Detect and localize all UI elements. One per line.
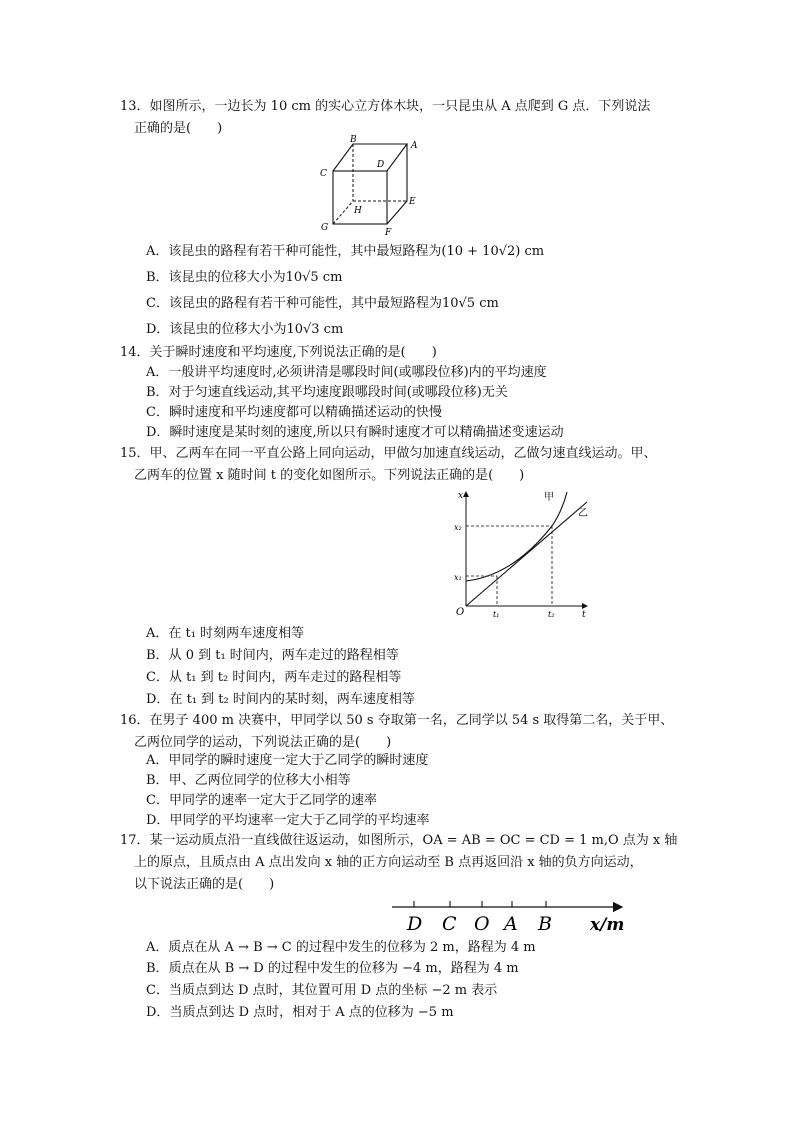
q16-option-a[interactable]: A．甲同学的瞬时速度一定大于乙同学的瞬时速度 <box>146 753 429 768</box>
point-C: C <box>442 913 457 935</box>
vertex-H: H <box>354 206 362 216</box>
tick-x1: x₁ <box>454 573 462 582</box>
q13-option-a[interactable]: A．该昆虫的路程有若干种可能性，其中最短路程为(10 + 10√2) cm <box>146 244 545 259</box>
q17-option-d[interactable]: D．当质点到达 D 点时，相对于 A 点的位移为 −5 m <box>146 1005 454 1020</box>
tick-x2: x₂ <box>454 523 462 532</box>
line-yi <box>466 502 587 606</box>
question-15 <box>120 443 680 487</box>
question-16 <box>120 710 680 754</box>
question-14 <box>120 342 680 364</box>
q17-option-b[interactable]: B．质点在从 B → D 的过程中发生的位移为 −4 m，路程为 4 m <box>146 961 519 976</box>
t-axis-label: t <box>582 610 586 620</box>
q15-stem-line1: 15．甲、乙两车在同一平直公路上同向运动，甲做匀加速直线运动，乙做匀速直线运动。甲、 <box>120 446 657 461</box>
vertex-C: C <box>320 169 327 179</box>
point-O: O <box>474 913 490 935</box>
point-D: D <box>407 913 423 935</box>
q15-option-a[interactable]: A．在 t₁ 时刻两车速度相等 <box>146 626 305 641</box>
question-17 <box>120 830 680 896</box>
label-jia: 甲 <box>544 492 554 503</box>
q16-option-b[interactable]: B．甲、乙两位同学的位移大小相等 <box>146 773 351 788</box>
q16-option-d[interactable]: D．甲同学的平均速率一定大于乙同学的平均速率 <box>146 813 430 828</box>
point-A: A <box>504 913 518 935</box>
q14-option-d[interactable]: D．瞬时速度是某时刻的速度,所以只有瞬时速度才可以精确描述变速运动 <box>146 425 564 440</box>
x-axis-label: x <box>458 491 464 501</box>
tick-t2: t₂ <box>548 610 555 619</box>
tick-t1: t₁ <box>493 610 500 619</box>
q17-stem-line2: 上的原点，且质点由 A 点出发向 x 轴的正方向运动至 B 点再返回沿 x 轴的负方向运动， <box>134 855 643 870</box>
vertex-F: F <box>385 228 392 238</box>
label-yi: 乙 <box>578 508 588 519</box>
q15-option-d[interactable]: D．在 t₁ 到 t₂ 时间内的某时刻，两车速度相等 <box>146 692 415 707</box>
q14-option-b[interactable]: B．对于匀速直线运动,其平均速度跟哪段时间(或哪段位移)无关 <box>146 385 508 400</box>
q15-option-b[interactable]: B．从 0 到 t₁ 时间内，两车走过的路程相等 <box>146 648 399 663</box>
vertex-A: A <box>411 141 418 151</box>
vertex-B: B <box>350 135 357 145</box>
q14-option-a[interactable]: A．一般讲平均速度时,必须讲清是哪段时间(或哪段位移)内的平均速度 <box>146 365 547 380</box>
xt-graph <box>452 486 602 626</box>
q14-option-c[interactable]: C．瞬时速度和平均速度都可以精确描述运动的快慢 <box>146 405 442 420</box>
q17-stem-line3: 以下说法正确的是( ) <box>134 877 275 892</box>
q15-stem-line2: 乙两车的位置 x 随时间 t 的变化如图所示。下列说法正确的是( ) <box>134 468 525 483</box>
q13-stem-line1: 13．如图所示，一边长为 10 cm 的实心立方体木块，一只昆虫从 A 点爬到 G 点．下列说法 <box>120 99 651 114</box>
origin-label: O <box>456 607 465 618</box>
q13-option-b[interactable]: B．该昆虫的位移大小为10√5 cm <box>146 270 343 285</box>
q13-option-d[interactable]: D．该昆虫的位移大小为10√3 cm <box>146 322 344 337</box>
vertex-E: E <box>409 197 416 207</box>
q17-stem-line1: 17．某一运动质点沿一直线做往返运动，如图所示，OA = AB = OC = CD = 1 m,O 点为 x 轴 <box>120 833 678 848</box>
cube-figure <box>315 134 425 242</box>
vertex-G: G <box>321 223 329 233</box>
q16-stem-line1: 16．在男子 400 m 决赛中，甲同学以 50 s 夺取第一名，乙同学以 54 s 取得第二名，关于甲、 <box>120 713 674 728</box>
point-B: B <box>538 913 552 935</box>
q13-stem-line2: 正确的是( ) <box>134 121 223 136</box>
q13-option-c[interactable]: C．该昆虫的路程有若干种可能性，其中最短路程为10√5 cm <box>146 296 499 311</box>
number-line-figure <box>390 894 630 938</box>
q16-option-c[interactable]: C．甲同学的速率一定大于乙同学的速率 <box>146 793 377 808</box>
q14-stem: 14．关于瞬时速度和平均速度,下列说法正确的是( ) <box>120 345 437 360</box>
q16-stem-line2: 乙两位同学的运动，下列说法正确的是( ) <box>134 735 392 750</box>
q17-option-c[interactable]: C．当质点到达 D 点时，其位置可用 D 点的坐标 −2 m 表示 <box>146 983 498 998</box>
axis-unit: x/m <box>590 915 625 935</box>
vertex-D: D <box>377 160 385 170</box>
q15-option-c[interactable]: C．从 t₁ 到 t₂ 时间内，两车走过的路程相等 <box>146 670 402 685</box>
q17-option-a[interactable]: A．质点在从 A → B → C 的过程中发生的位移为 2 m，路程为 4 m <box>146 940 536 955</box>
